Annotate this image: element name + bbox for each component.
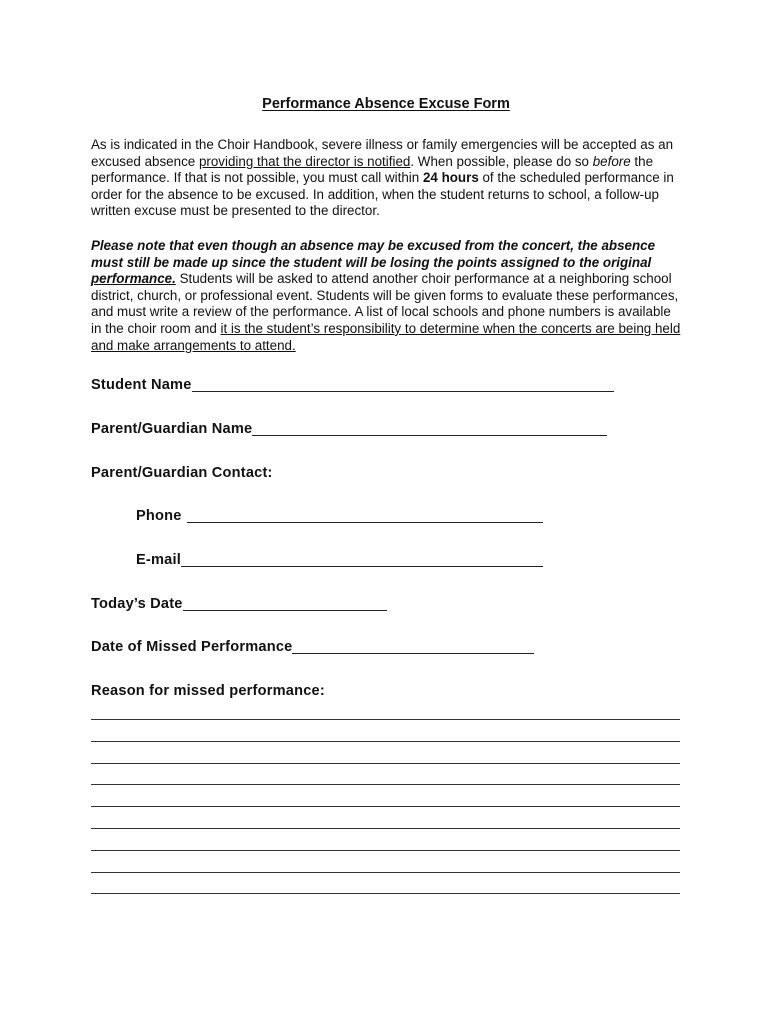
email-label: E-mail bbox=[136, 552, 181, 568]
parent-contact-label: Parent/Guardian Contact: bbox=[91, 465, 273, 481]
intro-underlined-text: providing that the director is notified bbox=[198, 153, 411, 169]
phone-input-line[interactable] bbox=[187, 521, 543, 523]
email-field bbox=[136, 552, 543, 569]
note-text-1: Students will be asked to attend another choir performance at a neighboring school district, church, or professional event. Students will be given forms to evaluate these performances, and must write a review of the performance. A list of local schools and phone numbers is available in the choir room and bbox=[91, 271, 679, 336]
phone-field bbox=[136, 508, 543, 525]
missed-date-input-line[interactable] bbox=[292, 652, 534, 654]
intro-text-4: of the scheduled performance in order for the absence to be excused. In addition, when the student returns to school, a follow-up written excuse must be presented to the director. bbox=[91, 170, 674, 219]
todays-date-field bbox=[91, 596, 387, 613]
note-bold-italic-text: Please note that even though an absence may be excused from the concert, the absence must still be made up since the student will be losing the points assigned to the original bbox=[91, 238, 656, 270]
missed-date-field bbox=[91, 639, 534, 656]
form-title: Performance Absence Excuse Form bbox=[262, 96, 510, 112]
reason-label: Reason for missed performance: bbox=[91, 683, 325, 699]
reason-input-line[interactable] bbox=[91, 893, 680, 894]
reason-input-line[interactable] bbox=[91, 741, 680, 742]
student-name-label: Student Name bbox=[91, 377, 192, 393]
reason-input-line[interactable] bbox=[91, 828, 680, 829]
intro-paragraph bbox=[91, 137, 683, 220]
student-name-field bbox=[91, 377, 614, 394]
intro-text-1: As is indicated in the Choir Handbook, severe illness or family emergencies will be accepted as an excused absence bbox=[91, 137, 674, 169]
parent-name-field bbox=[91, 421, 607, 438]
intro-bold-text: 24 hours bbox=[422, 170, 479, 186]
intro-text-2: . When possible, please do so bbox=[410, 153, 593, 169]
todays-date-input-line[interactable] bbox=[183, 609, 387, 611]
parent-name-input-line[interactable] bbox=[252, 434, 607, 436]
note-underlined-text: it is the student’s responsibility to determine when the concerts are being held and make arrangements to attend. bbox=[91, 320, 681, 353]
reason-input-line[interactable] bbox=[91, 850, 680, 851]
reason-input-line[interactable] bbox=[91, 719, 680, 720]
reason-input-line[interactable] bbox=[91, 763, 680, 764]
reason-input-line[interactable] bbox=[91, 784, 680, 785]
parent-contact-heading bbox=[91, 465, 273, 482]
todays-date-label: Today’s Date bbox=[91, 596, 183, 612]
email-input-line[interactable] bbox=[181, 565, 543, 567]
missed-date-label: Date of Missed Performance bbox=[91, 639, 293, 655]
reason-input-line[interactable] bbox=[91, 806, 680, 807]
phone-label: Phone bbox=[136, 508, 182, 524]
intro-text-3: the performance. If that is not possible, you must call within bbox=[91, 153, 654, 186]
note-paragraph bbox=[91, 238, 683, 354]
student-name-input-line[interactable] bbox=[192, 390, 614, 392]
reason-heading bbox=[91, 683, 325, 700]
reason-input-line[interactable] bbox=[91, 872, 680, 873]
intro-italic-text: before bbox=[592, 153, 631, 169]
note-bold-italic-underlined-text: performance. bbox=[91, 271, 176, 287]
parent-name-label: Parent/Guardian Name bbox=[91, 421, 253, 437]
